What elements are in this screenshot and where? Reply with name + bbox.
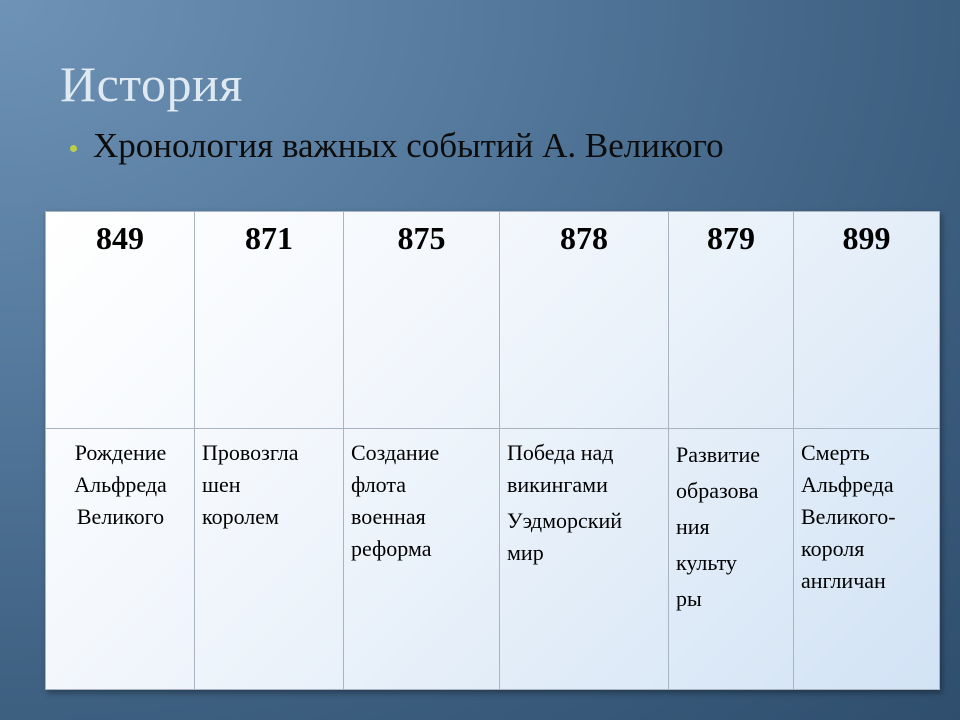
event-line: Уэдморский	[507, 508, 622, 533]
year-cell: 899	[794, 212, 940, 429]
event-line: военная	[351, 504, 426, 529]
event-line: Рождение	[74, 440, 167, 465]
subtitle-bullet-item	[70, 126, 724, 166]
year-cell: 875	[344, 212, 500, 429]
event-cell	[344, 429, 500, 690]
event-line: Смерть	[801, 440, 870, 465]
year-cell: 879	[669, 212, 794, 429]
event-line: Альфреда	[74, 472, 167, 497]
event-line: Создание	[351, 440, 440, 465]
event-line: реформа	[351, 536, 432, 561]
years-row	[46, 212, 940, 429]
event-line: Альфреда	[801, 472, 894, 497]
year-cell: 849	[46, 212, 195, 429]
bullet-dot-icon	[70, 145, 77, 152]
year-cell: 871	[195, 212, 344, 429]
slide-title: История	[60, 56, 243, 112]
event-cell	[46, 429, 195, 690]
timeline-table	[45, 211, 940, 690]
event-line: шен	[202, 472, 241, 497]
event-cell	[669, 429, 794, 690]
events-row	[46, 429, 940, 690]
event-line: образова	[676, 478, 759, 503]
event-line: Великого-	[801, 504, 896, 529]
event-line: Великого	[76, 504, 165, 529]
event-cell	[794, 429, 940, 690]
event-line: англичан	[801, 568, 886, 593]
year-cell: 878	[500, 212, 669, 429]
event-cell	[500, 429, 669, 690]
event-line: викингами	[507, 472, 608, 497]
event-cell	[195, 429, 344, 690]
event-line: флота	[351, 472, 407, 497]
event-line: Победа над	[507, 440, 614, 465]
event-line: Провозгла	[202, 440, 299, 465]
event-line: мир	[507, 540, 544, 565]
event-line: ния	[676, 514, 710, 539]
event-line: ры	[676, 586, 702, 611]
event-line: культу	[676, 550, 737, 575]
event-line: Развитие	[676, 442, 761, 467]
event-line: королем	[202, 504, 279, 529]
subtitle-text: Хронология важных событий А. Великого	[93, 126, 724, 165]
event-line: короля	[801, 536, 865, 561]
